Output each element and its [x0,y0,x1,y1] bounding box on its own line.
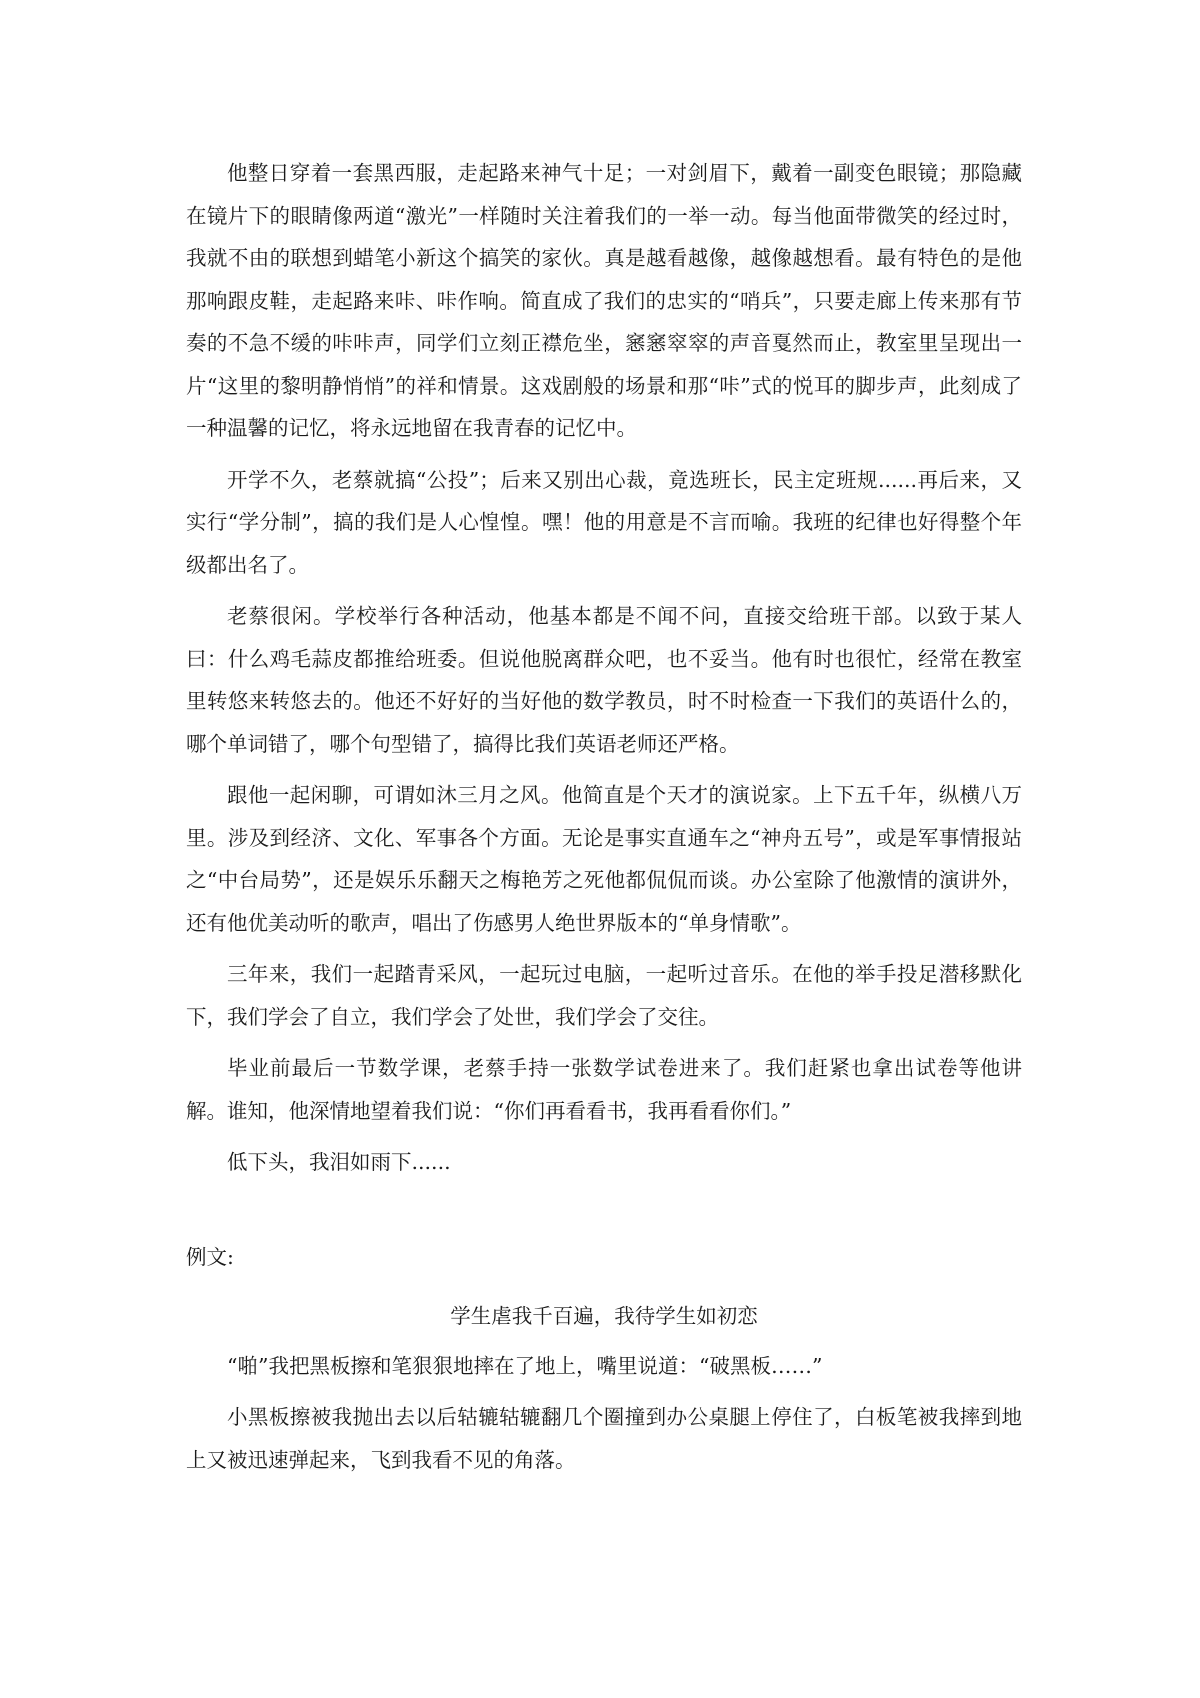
example-title: 学生虐我千百遍，我待学生如初恋 [450,1304,758,1328]
body-paragraph: 三年来，我们一起踏青采风，一起玩过电脑，一起听过音乐。在他的举手投足潜移默化下，我们学会了自立，我们学会了处世，我们学会了交往。 [186,962,1022,1029]
body-paragraph: 老蔡很闲。学校举行各种活动，他基本都是不闻不问，直接交给班干部。以致于某人曰：什么鸡毛蒜皮都推给班委。但说他脱离群众吧，也不妥当。他有时也很忙，经常在教室里转悠来转悠去的。他还不好好的当好他的数学教员，时不时检查一下我们的英语什么的，哪个单词错了，哪个句型错了，搞得比我们英语老师还严格。 [186,604,1022,756]
example-paragraph: “啪”我把黑板擦和笔狠狠地摔在了地上，嘴里说道：“破黑板……” [227,1353,823,1378]
body-paragraph: 他整日穿着一套黑西服，走起路来神气十足；一对剑眉下，戴着一副变色眼镜；那隐藏在镜片下的眼睛像两道“激光”一样随时关注着我们的一举一动。每当他面带微笑的经过时，我就不由的联想到蜡笔小新这个搞笑的家伙。真是越看越像，越像越想看。最有特色的是他那响跟皮鞋，走起路来咔、咔作响。简直成了我们的忠实的“哨兵”，只要走廊上传来那有节奏的不急不缓的咔咔声，同学们立刻正襟危坐，窸窸窣窣的声音戛然而止，教室里呈现出一片“这里的黎明静悄悄”的祥和情景。这戏剧般的场景和那“咔”式的悦耳的脚步声，此刻成了一种温馨的记忆，将永远地留在我青春的记忆中。 [186,161,1022,440]
body-paragraph: 低下头，我泪如雨下...... [227,1150,451,1174]
body-paragraph: 开学不久，老蔡就搞“公投”；后来又别出心裁，竟选班长，民主定班规......再后来，又实行“学分制”，搞的我们是人心惶惶。嘿！他的用意是不言而喻。我班的纪律也好得整个年级都出名了。 [186,467,1022,577]
example-paragraph: 小黑板擦被我抛出去以后轱辘轱辘翻几个圈撞到办公桌腿上停住了，白板笔被我摔到地上又被迅速弹起来，飞到我看不见的角落。 [186,1405,1022,1472]
body-paragraph: 毕业前最后一节数学课，老蔡手持一张数学试卷进来了。我们赶紧也拿出试卷等他讲解。谁知，他深情地望着我们说：“你们再看看书，我再看看你们。” [186,1056,1022,1123]
example-label: 例文: [186,1244,234,1269]
body-paragraph: 跟他一起闲聊，可谓如沐三月之风。他简直是个天才的演说家。上下五千年，纵横八万里。涉及到经济、文化、军事各个方面。无论是事实直通车之“神舟五号”，或是军事情报站之“中台局势”，还是娱乐乐翻天之梅艳芳之死他都侃侃而谈。办公室除了他激情的演讲外，还有他优美动听的歌声，唱出了伤感男人绝世界版本的“单身情歌”。 [186,783,1022,935]
document-page [186,152,1022,1490]
